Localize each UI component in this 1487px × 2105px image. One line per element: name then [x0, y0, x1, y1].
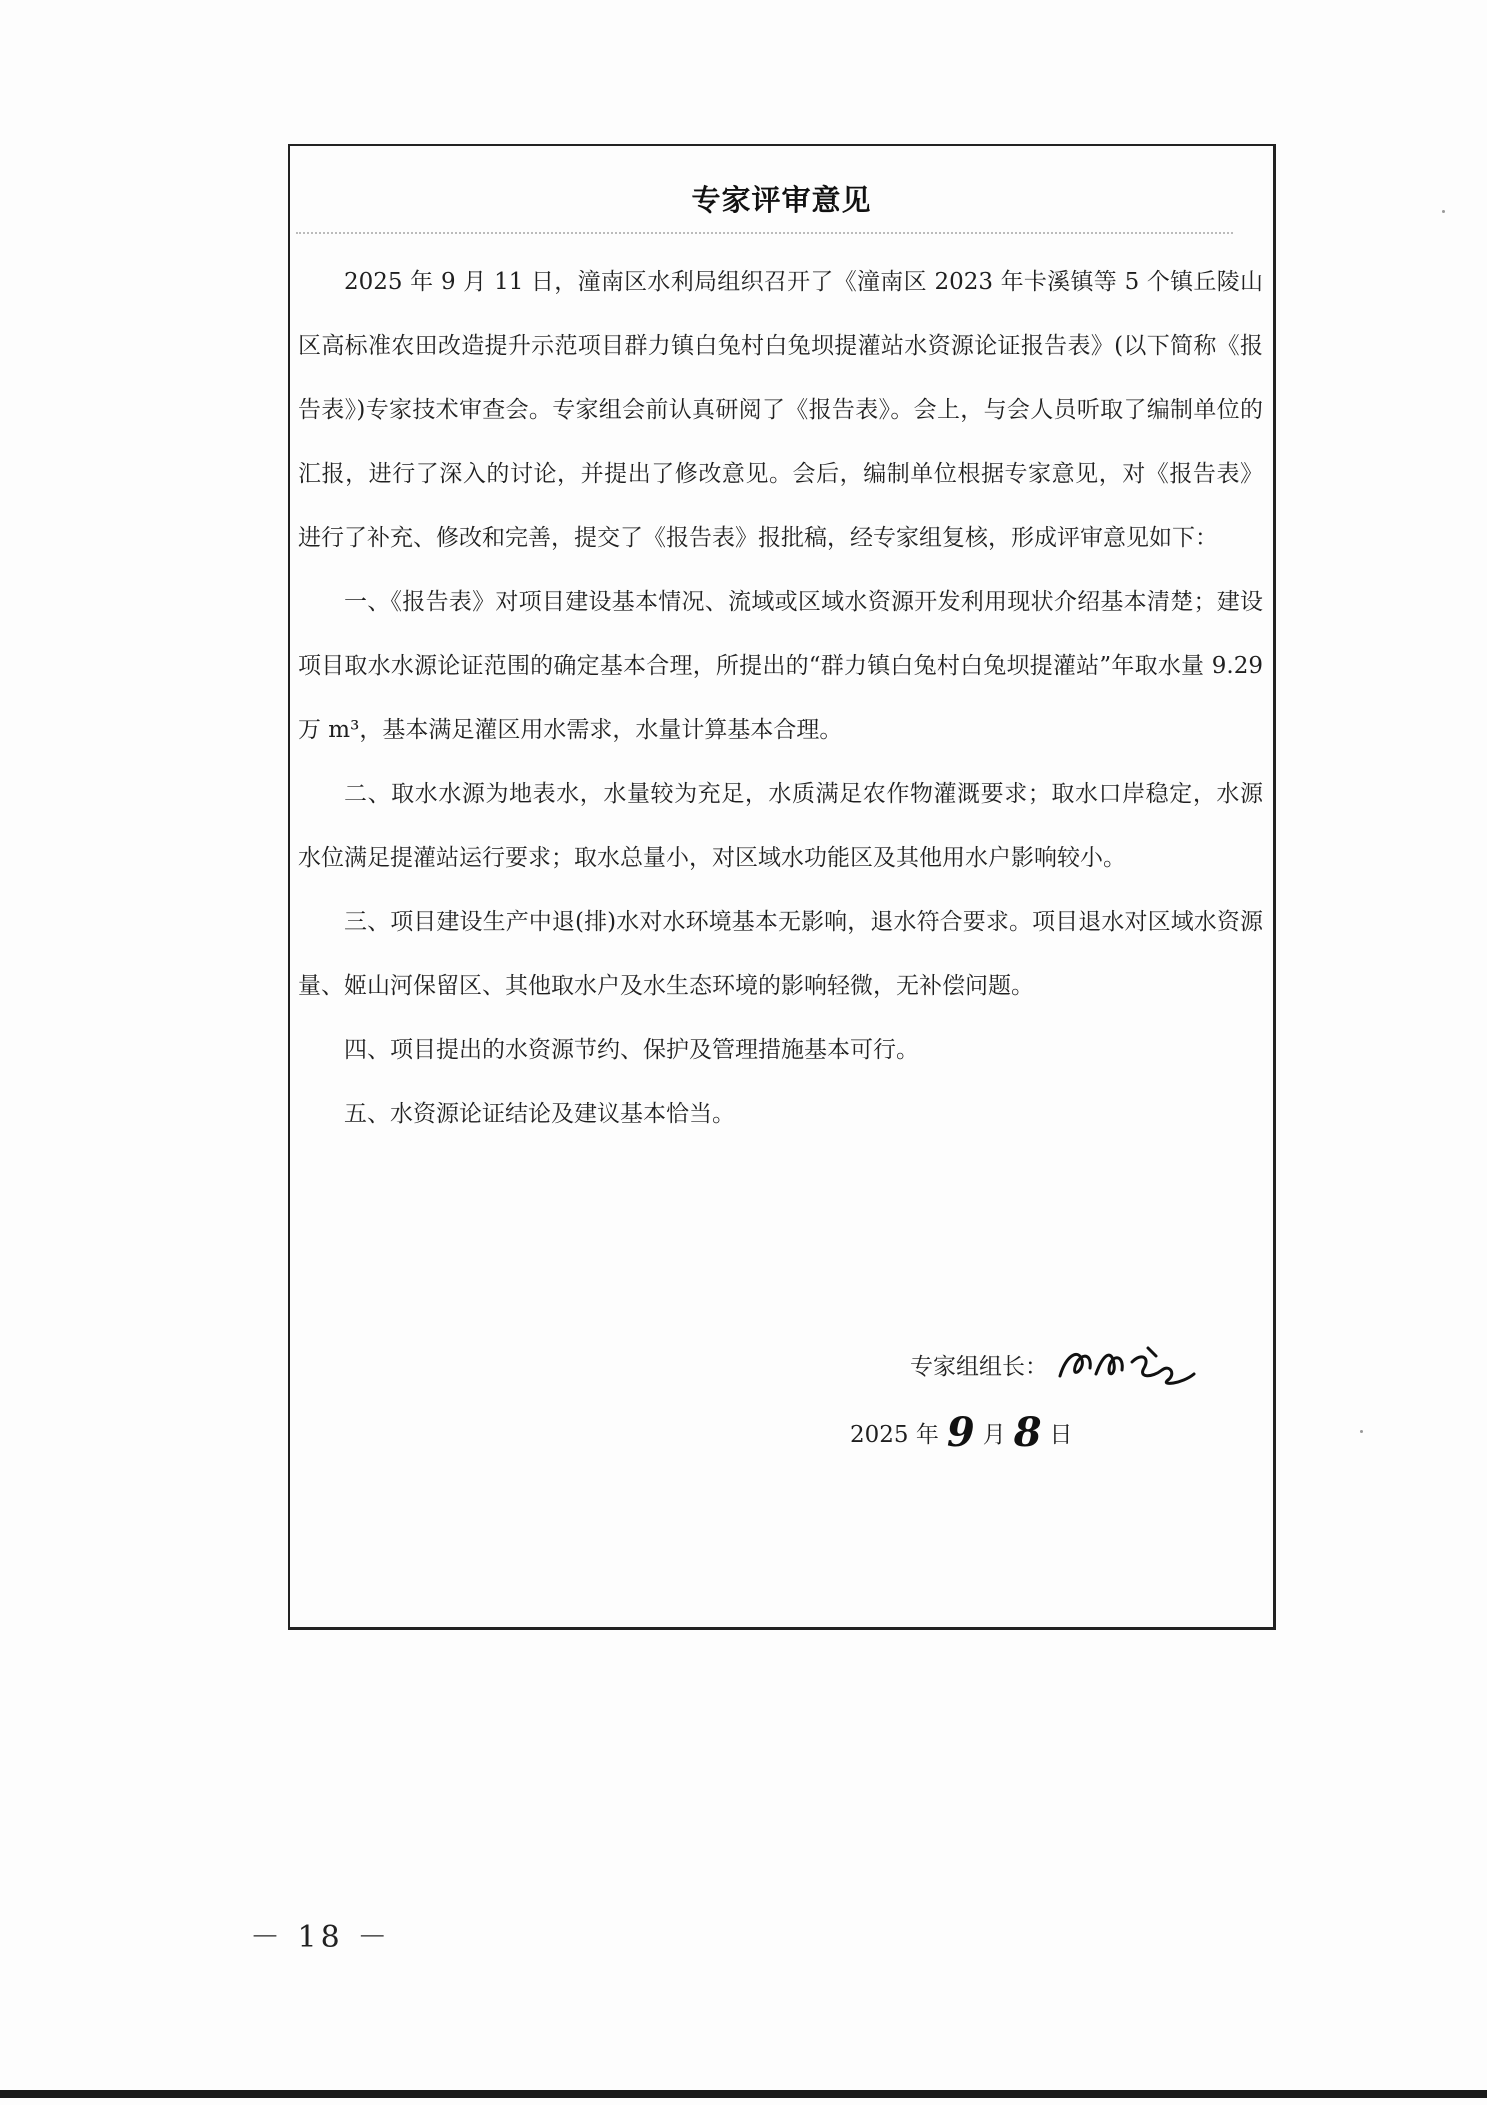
opinion-item-5: 五、水资源论证结论及建议基本恰当。 — [344, 1101, 735, 1127]
opinion-item-3: 三、项目建设生产中退(排)水对水环境基本无影响，退水符合要求。项目退水对区域水资源量、姬山河保留区、其他取水户及水生态环境的影响轻微，无补偿问题。 — [298, 909, 1263, 999]
opinion-item-2: 二、取水水源为地表水，水量较为充足，水质满足农作物灌溉要求；取水口岸稳定，水源水位满足提灌站运行要求；取水总量小，对区域水功能区及其他用水户影响较小。 — [298, 781, 1263, 871]
signature-label: 专家组组长： — [910, 1353, 1048, 1380]
title-divider — [296, 232, 1233, 234]
date-day-handwritten: 8 — [1013, 1408, 1042, 1456]
date-month-unit: 月 — [982, 1421, 1006, 1448]
page-title: 专家评审意见 — [691, 183, 872, 217]
date-year: 2025 年 — [850, 1421, 939, 1448]
date-day-unit: 日 — [1049, 1421, 1073, 1448]
handwritten-signature-icon — [1052, 1334, 1202, 1394]
scan-speck — [1442, 210, 1445, 213]
opinion-item-4: 四、项目提出的水资源节约、保护及管理措施基本可行。 — [344, 1037, 919, 1063]
date-month-handwritten: 9 — [946, 1408, 975, 1456]
scan-speck — [1360, 1430, 1363, 1433]
signature-block — [850, 1336, 1270, 1462]
intro-paragraph: 2025 年 9 月 11 日，潼南区水利局组织召开了《潼南区 2023 年卡溪镇等 5 个镇丘陵山区高标准农田改造提升示范项目群力镇白兔村白兔坝提灌站水资源论证报告表》(以下简称《报告表》)专家技术审查会。专家组会前认真研阅了《报告表》。会上，与会人员听取了编制单位的汇报，进行了深入的讨论，并提出了修改意见。会后，编制单位根据专家意见，对《报告表》进行了补充、修改和完善，提交了《报告表》报批稿，经专家组复核，形成评审意见如下： — [298, 269, 1263, 551]
review-opinion-frame — [288, 144, 1276, 1630]
opinion-item-1: 一、《报告表》对项目建设基本情况、流域或区域水资源开发利用现状介绍基本清楚；建设项目取水水源论证范围的确定基本合理，所提出的“群力镇白兔村白兔坝提灌站”年取水量 9.29 万 m³，基本满足灌区用水需求，水量计算基本合理。 — [298, 589, 1263, 743]
opinion-body — [298, 250, 1263, 1146]
page-number: － 18 － — [250, 1920, 392, 1955]
bottom-scan-edge — [0, 2090, 1487, 2098]
signature-date — [850, 1402, 1270, 1462]
signature-row — [910, 1336, 1270, 1392]
